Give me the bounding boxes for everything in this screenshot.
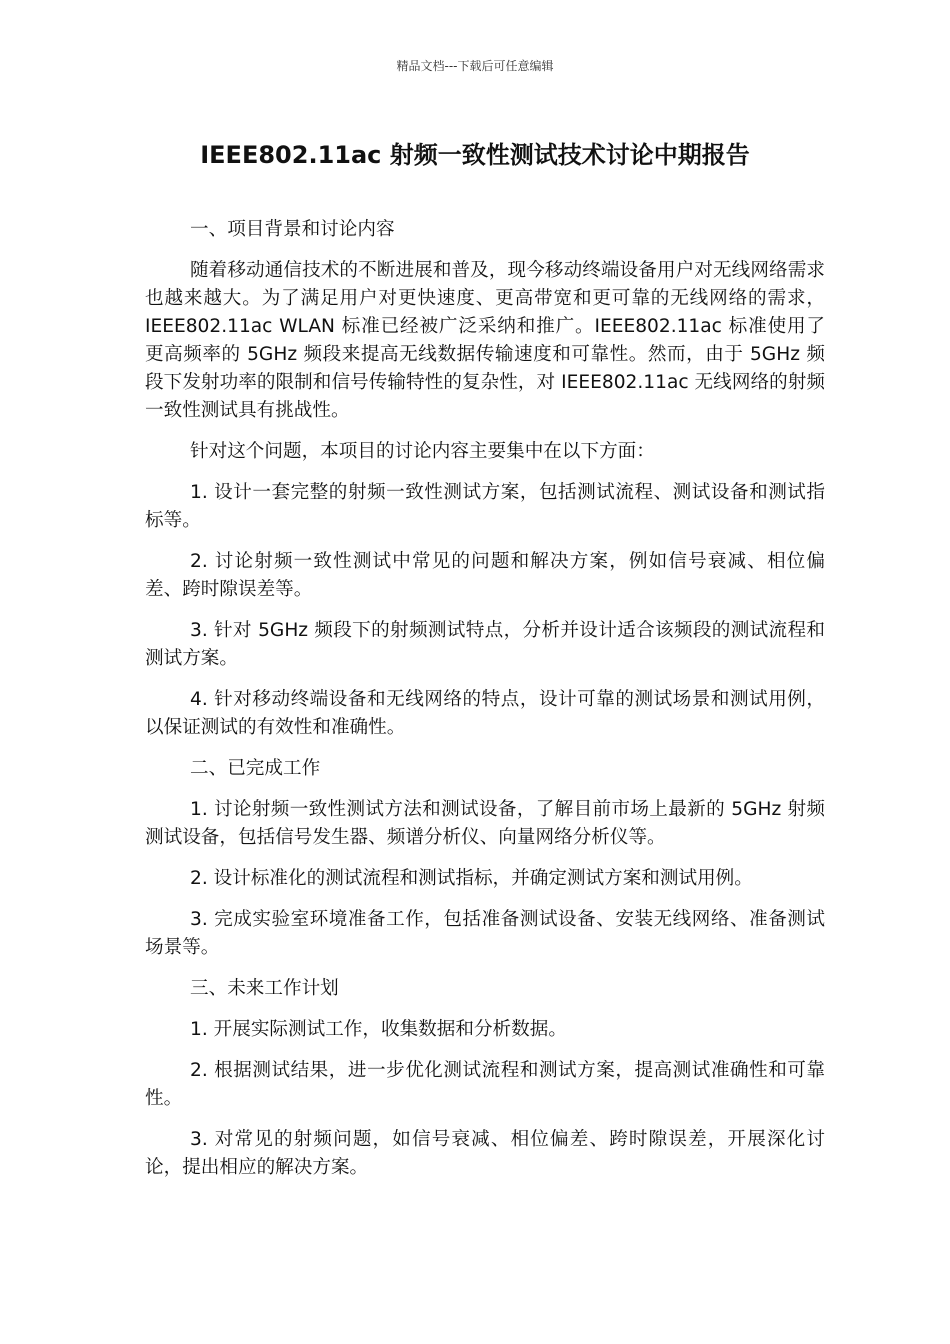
completed-item: 1. 讨论射频一致性测试方法和测试设备，了解目前市场上最新的 5GHz 射频测试设备，包括信号发生器、频谱分析仪、向量网络分析仪等。 <box>145 799 825 848</box>
section-heading-background: 一、项目背景和讨论内容 <box>190 219 395 240</box>
section-heading-completed: 二、已完成工作 <box>190 758 321 779</box>
section-heading-future: 三、未来工作计划 <box>190 978 339 999</box>
completed-item: 2. 设计标准化的测试流程和测试指标，并确定测试方案和测试用例。 <box>190 868 753 889</box>
research-item: 1. 设计一套完整的射频一致性测试方案，包括测试流程、测试设备和测试指标等。 <box>145 482 825 531</box>
research-item: 3. 针对 5GHz 频段下的射频测试特点，分析并设计适合该频段的测试流程和测试方案。 <box>145 620 825 669</box>
background-paragraph: 随着移动通信技术的不断进展和普及，现今移动终端设备用户对无线网络需求也越来越大。为了满足用户对更快速度、更高带宽和更可靠的无线网络的需求，IEEE802.11ac WLAN 标准已经被广泛采纳和推广。IEEE802.11ac 标准使用了更高频率的 5GHz 频段来提高无线数据传输速度和可靠性。然而，由于 5GHz 频段下发射功率的限制和信号传输特性的复杂性，对 IEEE802.11ac 无线网络的射频一致性测试具有挑战性。 <box>145 260 825 421</box>
research-focus-intro: 针对这个问题，本项目的讨论内容主要集中在以下方面： <box>190 441 655 462</box>
future-plan-item: 3. 对常见的射频问题，如信号衰减、相位偏差、跨时隙误差，开展深化讨论，提出相应的解决方案。 <box>145 1129 825 1178</box>
future-plan-item: 1. 开展实际测试工作，收集数据和分析数据。 <box>190 1019 567 1040</box>
completed-item: 3. 完成实验室环境准备工作，包括准备测试设备、安装无线网络、准备测试场景等。 <box>145 909 825 958</box>
page-header-note: 精品文档---下载后可任意编辑 <box>396 59 554 73</box>
future-plan-item: 2. 根据测试结果，进一步优化测试流程和测试方案，提高测试准确性和可靠性。 <box>145 1060 825 1109</box>
document-title: IEEE802.11ac 射频一致性测试技术讨论中期报告 <box>200 141 750 169</box>
document-body <box>145 216 825 1195</box>
research-item: 4. 针对移动终端设备和无线网络的特点，设计可靠的测试场景和测试用例，以保证测试的有效性和准确性。 <box>145 689 825 738</box>
research-item: 2. 讨论射频一致性测试中常见的问题和解决方案，例如信号衰减、相位偏差、跨时隙误差等。 <box>145 551 825 600</box>
